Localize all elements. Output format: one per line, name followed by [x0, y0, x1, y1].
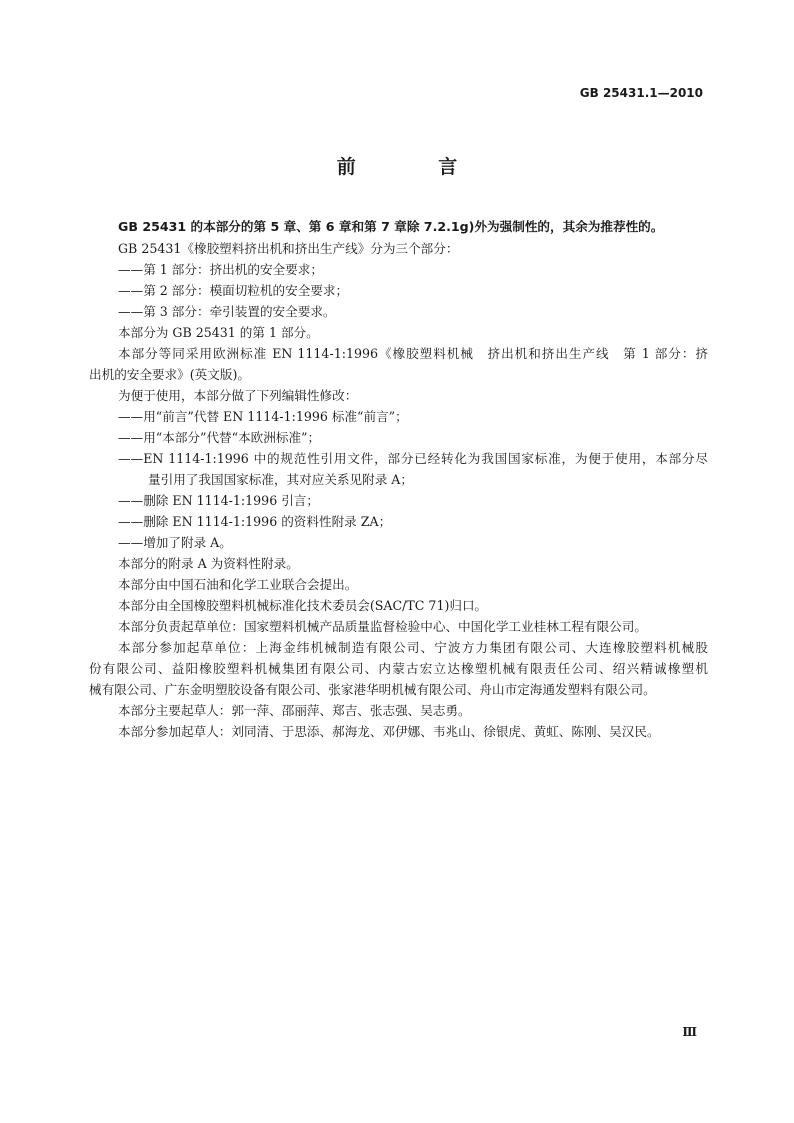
list-item-delete-intro: ——删除 EN 1114-1:1996 引言； — [118, 493, 319, 508]
paragraph-equivalence — [89, 345, 708, 383]
paragraph-participating-drafters-line-3: 械有限公司、广东金明塑胶设备有限公司、张家港华明机械有限公司、舟山市定海通发塑料有限公司。 — [89, 682, 656, 697]
list-item-this-part: ——用“本部分”代替“本欧洲标准”； — [118, 430, 321, 445]
paragraph-main-drafters: 本部分主要起草人：郭一萍、邵丽萍、郑吉、张志强、吴志勇。 — [118, 703, 471, 718]
list-item-part-1: ——第 1 部分：挤出机的安全要求； — [118, 262, 323, 277]
list-item-delete-annex-za: ——删除 EN 1114-1:1996 的资料性附录 ZA； — [118, 514, 392, 529]
list-item-normative-refs — [118, 450, 708, 488]
list-item-normative-refs-line-1: ——EN 1114-1:1996 中的规范性引用文件，部分已经转化为我国国家标准，为便于使用，本部分尽 — [118, 451, 708, 466]
paragraph-proposed-by: 本部分由中国石油和化学工业联合会提出。 — [118, 577, 358, 592]
paragraph-this-part: 本部分为 GB 25431 的第 1 部分。 — [118, 325, 319, 340]
paragraph-centralized-by: 本部分由全国橡胶塑料机械标准化技术委员会(SAC/TC 71)归口。 — [118, 598, 488, 613]
paragraph-participating-drafters-line-1: 本部分参加起草单位：上海金纬机械制造有限公司、宁波方力集团有限公司、大连橡胶塑料机械股 — [118, 640, 708, 655]
list-item-foreword: ——用“前言”代替 EN 1114-1:1996 标准“前言”； — [118, 409, 408, 424]
paragraph-participating-drafters — [89, 639, 708, 698]
paragraph-equivalence-line-1: 本部分等同采用欧洲标准 EN 1114-1:1996《橡胶塑料机械 挤出机和挤出生产线 第 1 部分：挤 — [118, 346, 708, 361]
list-item-part-2: ——第 2 部分：模面切粒机的安全要求； — [118, 283, 349, 298]
paragraph-editorial-intro: 为便于使用，本部分做了下列编辑性修改： — [118, 388, 358, 403]
list-item-part-3: ——第 3 部分：牵引装置的安全要求。 — [118, 304, 336, 319]
paragraph-mandatory-clause: GB 25431 的本部分的第 5 章、第 6 章和第 7 章除 7.2.1g)外为强制性的，其余为推荐性的。 — [118, 219, 664, 234]
list-item-add-annex-a: ——增加了附录 A。 — [118, 535, 232, 550]
paragraph-annex-a: 本部分的附录 A 为资料性附录。 — [118, 556, 299, 571]
document-code: GB 25431.1—2010 — [579, 86, 703, 100]
page-number: Ⅲ — [682, 1025, 697, 1039]
paragraph-structure-intro: GB 25431《橡胶塑料挤出机和挤出生产线》分为三个部分： — [118, 241, 459, 256]
paragraph-participating-individuals: 本部分参加起草人：刘同清、于思添、郝海龙、邓伊娜、韦兆山、徐银虎、黄虹、陈刚、吴汉民。 — [118, 724, 660, 739]
paragraph-responsible-drafter: 本部分负责起草单位：国家塑料机械产品质量监督检验中心、中国化学工业桂林工程有限公司。 — [118, 619, 647, 634]
list-item-normative-refs-line-2: 量引用了我国国家标准，其对应关系见附录 A； — [148, 472, 413, 487]
page-title: 前 言 — [336, 156, 496, 178]
paragraph-equivalence-line-2: 出机的安全要求》(英文版)。 — [89, 367, 250, 382]
paragraph-participating-drafters-line-2: 份有限公司、益阳橡胶塑料机械集团有限公司、内蒙古宏立达橡塑机械有限责任公司、绍兴精诚橡塑机 — [89, 661, 708, 676]
